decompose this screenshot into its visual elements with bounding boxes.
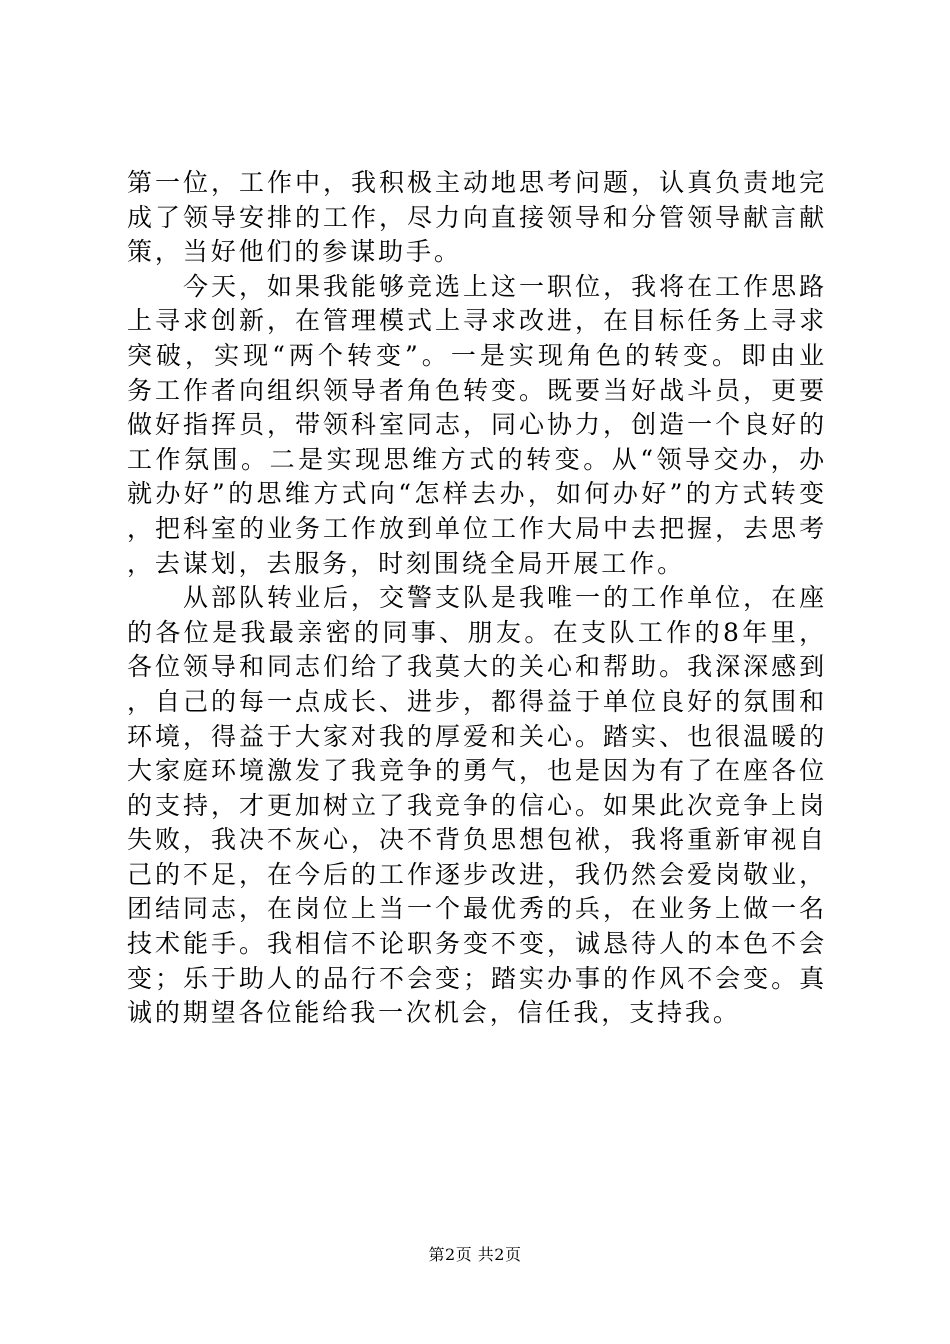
paragraph-closing: 从部队转业后，交警支队是我唯一的工作单位，在座的各位是我最亲密的同事、朋友。在支队工作的8年里，各位领导和同志们给了我莫大的关心和帮助。我深深感到，自己的每一点成长、进步，都得益于单位良好的氛围和环境，得益于大家对我的厚爱和关心。踏实、也很温暖的大家庭环境激发了我竞争的勇气，也是因为有了在座各位的支持，才更加树立了我竞争的信心。如果此次竞争上岗失败，我决不灰心，决不背负思想包袱，我将重新审视自己的不足，在今后的工作逐步改进，我仍然会爱岗敬业，团结同志，在岗位上当一个最优秀的兵，在业务上做一名技术能手。我相信不论职务变不变，诚恳待人的本色不会变；乐于助人的品行不会变；踏实办事的作风不会变。真诚的期望各位能给我一次机会，信任我，支持我。: [127, 583, 827, 1028]
paragraph-two-transformations: 今天，如果我能够竞选上这一职位，我将在工作思路上寻求创新，在管理模式上寻求改进，在目标任务上寻求突破，实现“两个转变”。一是实现角色的转变。即由业务工作者向组织领导者角色转变。既要当好战斗员，更要做好指挥员，带领科室同志，同心协力，创造一个良好的工作氛围。二是实现思维方式的转变。从“领导交办，办就办好”的思维方式向“怎样去办，如何办好”的方式转变，把科室的业务工作放到单位工作大局中去把握，去思考，去谋划，去服务，时刻围绕全局开展工作。: [127, 271, 827, 578]
page-footer: 第2页 共2页: [428, 1245, 522, 1264]
document-body: [127, 166, 827, 1031]
paragraph-continuation: 第一位，工作中，我积极主动地思考问题，认真负责地完成了领导安排的工作，尽力向直接领导和分管领导献言献策，当好他们的参谋助手。: [127, 168, 827, 267]
